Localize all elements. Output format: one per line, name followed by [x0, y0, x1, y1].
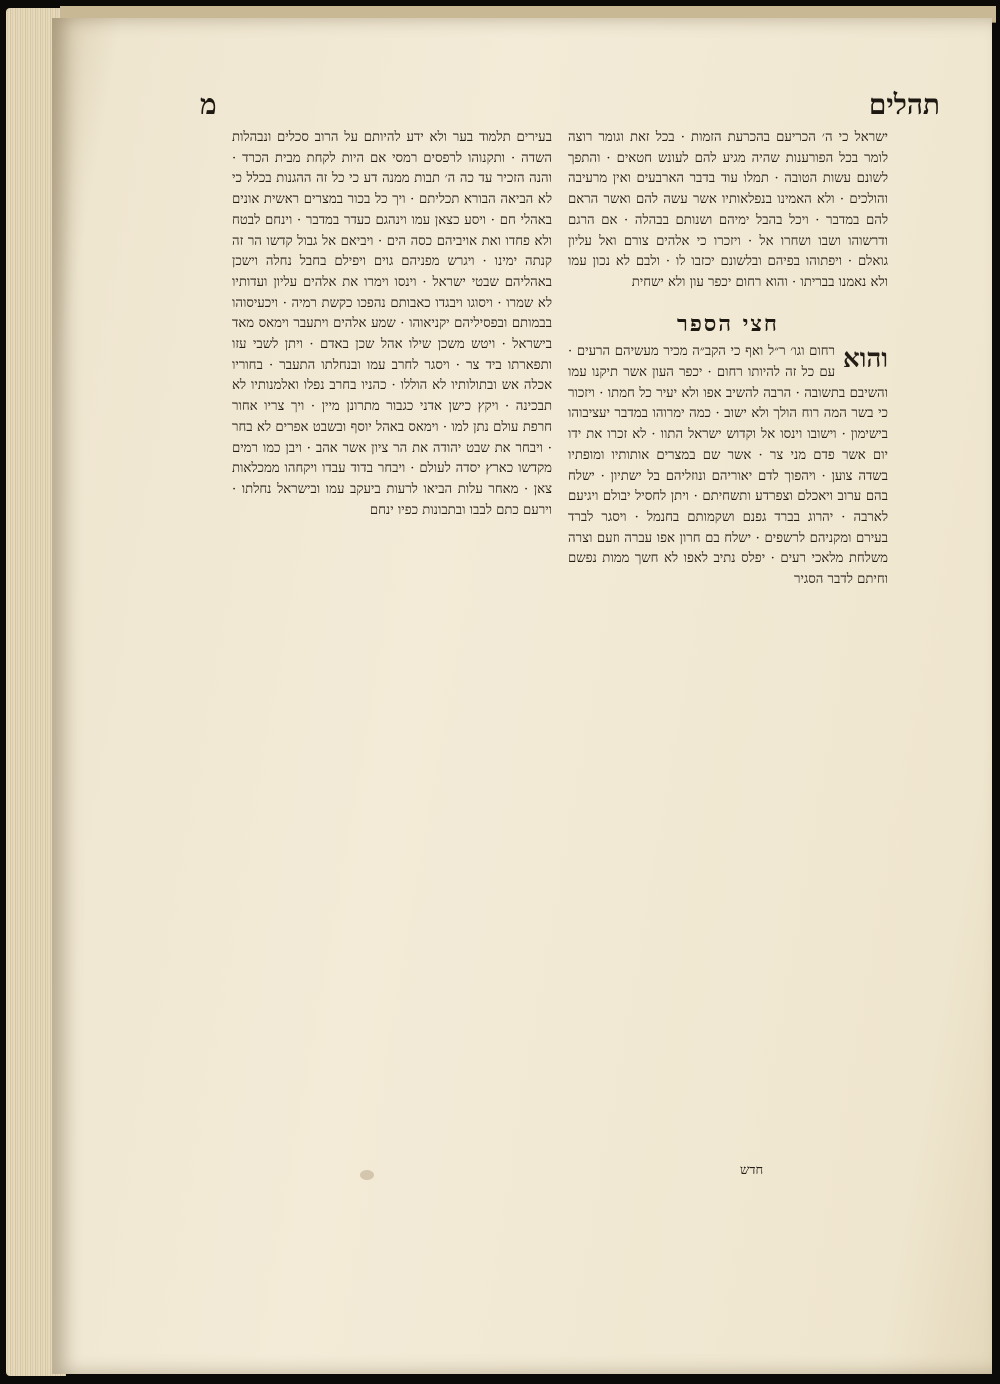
page-title: תהלים — [868, 88, 940, 121]
folio-number: מ — [200, 88, 217, 121]
right-column-text-top: ישראל כי ה׳ הכריעם בהכרעת הזמות · בכל זאת וגומר רוצה לומר בכל הפורענות שהיה מגיע להם לעונש חטאים · והתפך לשונם עשות הטובה · תמלו עוד בדבר הארבעים ואין מרעיבה והולכים · ולא האמינו בנפלאותיו אשר עשה להם ואשר הראם להם במדבר · ויכל בהבל ימיהם ושנותם בבהלה · אם הרגם ודרשוהו ושבו ושחרו אל · ויזכרו כי אלהים צורם ואל עליון גואלם · ויפתוהו בפיהם ובלשונם יכזבו לו · ולבם לא נכון עמו ולא נאמנו בבריתו · והוא רחום יכפר עון ולא ישחית — [568, 130, 888, 290]
initial-word: והוא — [843, 344, 888, 375]
left-column-text: בעירים תלמוד בער ולא ידע להיותם על הרוב סכלים ונבהלות השדה · ותקנוהו לרפסים רמסי אם היות לקחת מבית הכרד · והנה הזכיר עד כה ה׳ תבות ממנה דע כי כל זה ההגנות בכלל כי לא הביאה הבורא תכליתם · ויך כל בכור במצרים ראשית אונים באהלי חם · ויסע כצאן עמו וינהגם כעדר במדבר · וינחם לבטח ולא פחדו ואת אויביהם כסה הים · ויביאם אל גבול קדשו הר זה קנתה ימינו · ויגרש מפניהם גוים ויפילם בחבל נחלה וישכן באהליהם שבטי ישראל · וינסו וימרו את אלהים עליון ועדותיו לא שמרו · ויסוגו ויבגדו כאבותם נהפכו כקשת רמיה · ויכעיסוהו בבמותם ובפסיליהם יקניאוהו · שמע אלהים ויתעבר וימאס מאד בישראל · ויטש משכן שילו אהל שכן באדם · ויתן לשבי עזו ותפארתו ביד צר · ויסגר לחרב עמו ובנחלתו התעבר · בחוריו אכלה אש ובתולותיו לא הוללו · כהניו בחרב נפלו ואלמנותיו לא תבכינה · ויקץ כישן אדני כגבור מתרונן מיין · ויך צריו אחור חרפת עולם נתן למו · וימאס באהל יוסף ובשבט אפרים לא בחר · ויבחר את שבט יהודה את הר ציון אשר אהב · ויבן כמו רמים מקדשו כארץ יסדה לעולם · ויבחר בדוד עבדו ויקחהו ממכלאות צאן · מאחר עלות הביאו לרעות ביעקב עמו ובישראל נחלתו · וירעם כתם לבבו ובתבונות כפיו ינחם — [232, 130, 552, 518]
paper-stain — [360, 1170, 374, 1180]
right-column-body: רחום וגו׳ ר״ל ואף כי הקב״ה מכיר מעשיהם הרעים · עם כל זה להיותו רחום · יכפר העון אשר תיקנו עמו והשיבם בתשובה · הרבה להשיב אפו ולא יעיר כל חמתו · ויזכור כי בשר המה רוח הולך ולא ישוב · כמה ימרוהו במדבר יעציבוהו בישימון · וישובו וינסו אל וקדוש ישראל התוו · לא זכרו את ידו יום אשר פדם מני צר · אשר שם במצרים אותותיו ומופתיו בשדה צוען · ויהפוך לדם יאוריהם ונוזליהם בל ישתיון · ישלח בהם ערוב ויאכלם וצפרדע ותשחיתם · ויתן לחסיל יבולם ויגיעם לארבה · יהרוג בברד גפנם ושקמותם בחנמל · ויסגר לברד בעירם ומקניהם לרשפים · ישלח בם חרון אפו עברה וזעם וצרה משלחת מלאכי רעים · יפלס נתיב לאפו לא חשך ממות נפשם וחיתם לדבר הסגיר — [568, 344, 888, 588]
right-text-column — [568, 128, 888, 591]
right-column-text-bottom — [568, 342, 888, 590]
section-heading: חצי הספר — [677, 310, 779, 337]
left-text-column — [232, 128, 552, 521]
catchword: חדש — [740, 1163, 764, 1178]
running-head — [200, 88, 940, 128]
